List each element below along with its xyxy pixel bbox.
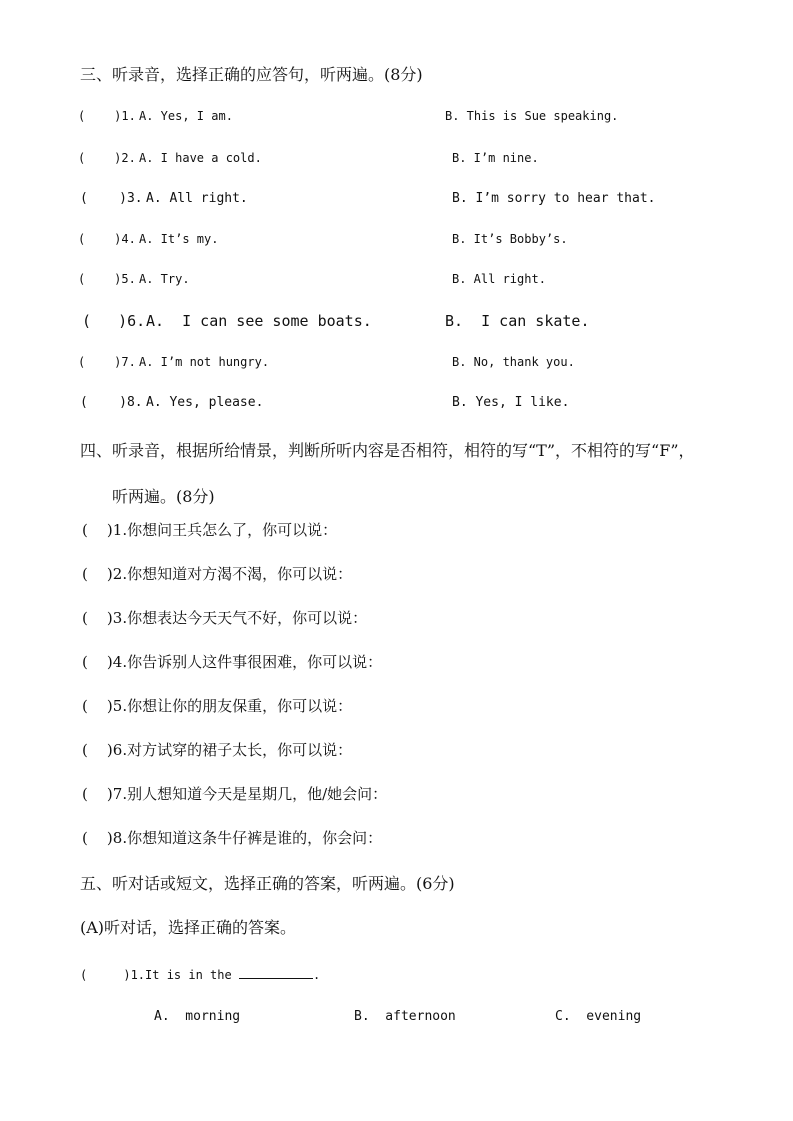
s4-item2 <box>82 563 352 584</box>
s5-q1-blank <box>239 966 313 979</box>
section5-subtitle: (A)听对话，选择正确的答案。 <box>80 918 297 937</box>
s4-item5-num: ( )5. <box>82 697 128 715</box>
s3-item4-num: ( )4. <box>78 232 136 246</box>
s3-item3-num: ( )3. <box>80 191 143 206</box>
s4-item8-text: 你想知道这条牛仔裤是谁的，你会问： <box>127 829 383 847</box>
s3-item5-num: ( )5. <box>78 272 136 286</box>
s4-item1 <box>82 519 337 540</box>
s4-item3 <box>82 607 367 628</box>
s3-item2-option-b: B. I’m nine. <box>452 151 539 165</box>
s4-item7-num: ( )7. <box>82 785 128 803</box>
s3-item1-option-b: B. This is Sue speaking. <box>445 109 619 123</box>
s3-item8-num: ( )8. <box>80 395 143 410</box>
s5-q1-option-c: C. evening <box>555 1009 642 1024</box>
s3-item7-num: ( )7. <box>78 355 136 369</box>
s5-q1-period: . <box>312 968 321 982</box>
section4-title-cont: 听两遍。(8分) <box>112 487 215 506</box>
s4-item8 <box>82 827 382 848</box>
s4-item2-num: ( )2. <box>82 565 128 583</box>
s4-item3-text: 你想表达今天天气不好，你可以说： <box>127 609 368 627</box>
s3-item7-option-b: B. No, thank you. <box>452 355 575 369</box>
s4-item6 <box>82 739 352 760</box>
s5-q1-option-a: A. morning <box>154 1009 241 1024</box>
s4-item5-text: 你想让你的朋友保重，你可以说： <box>127 697 353 715</box>
s3-item7-option-a: A. I’m not hungry. <box>139 355 270 369</box>
s5-q1-option-b: B. afternoon <box>354 1009 456 1024</box>
s3-item2-option-a: A. I have a cold. <box>139 151 262 165</box>
s4-item6-num: ( )6. <box>82 741 128 759</box>
s4-item6-text: 对方试穿的裙子太长，你可以说： <box>127 741 353 759</box>
section3-title: 三、听录音，选择正确的应答句，听两遍。(8分) <box>80 65 423 84</box>
s3-item5-option-b: B. All right. <box>452 272 546 286</box>
s5-q1 <box>80 966 320 982</box>
s3-item4-option-a: A. It’s my. <box>139 232 219 246</box>
s4-item4-num: ( )4. <box>82 653 128 671</box>
s3-item3-option-a: A. All right. <box>146 191 248 206</box>
s4-item4 <box>82 651 382 672</box>
s5-q1-num: ( )1. <box>80 968 146 982</box>
section4-title: 四、听录音，根据所给情景，判断所听内容是否相符，相符的写“T”，不相符的写“F”， <box>80 441 695 460</box>
s4-item1-text: 你想问王兵怎么了，你可以说： <box>127 521 338 539</box>
section5-title: 五、听对话或短文，选择正确的答案，听两遍。(6分) <box>80 874 455 893</box>
s3-item8-option-a: A. Yes, please. <box>146 395 264 410</box>
s4-item7-text: 别人想知道今天是星期几，他/她会问： <box>127 785 388 803</box>
s4-item1-num: ( )1. <box>82 521 128 539</box>
s4-item4-text: 你告诉别人这件事很困难，你可以说： <box>127 653 383 671</box>
s4-item5 <box>82 695 352 716</box>
s3-item2-num: ( )2. <box>78 151 136 165</box>
s3-item3-option-b: B. I’m sorry to hear that. <box>452 191 656 206</box>
s4-item8-num: ( )8. <box>82 829 128 847</box>
s3-item6-num: ( )6. <box>82 312 146 330</box>
s3-item6-option-b: B. I can skate. <box>445 312 590 330</box>
s3-item1-option-a: A. Yes, I am. <box>139 109 233 123</box>
s3-item5-option-a: A. Try. <box>139 272 190 286</box>
s4-item2-text: 你想知道对方渴不渴，你可以说： <box>127 565 353 583</box>
s3-item4-option-b: B. It’s Bobby’s. <box>452 232 568 246</box>
s3-item8-option-b: B. Yes, I like. <box>452 395 570 410</box>
s3-item1-num: ( )1. <box>78 109 136 123</box>
s5-q1-text: It is in the <box>145 968 232 982</box>
s4-item7 <box>82 783 387 804</box>
s3-item6-option-a: A. I can see some boats. <box>146 312 372 330</box>
s4-item3-num: ( )3. <box>82 609 128 627</box>
